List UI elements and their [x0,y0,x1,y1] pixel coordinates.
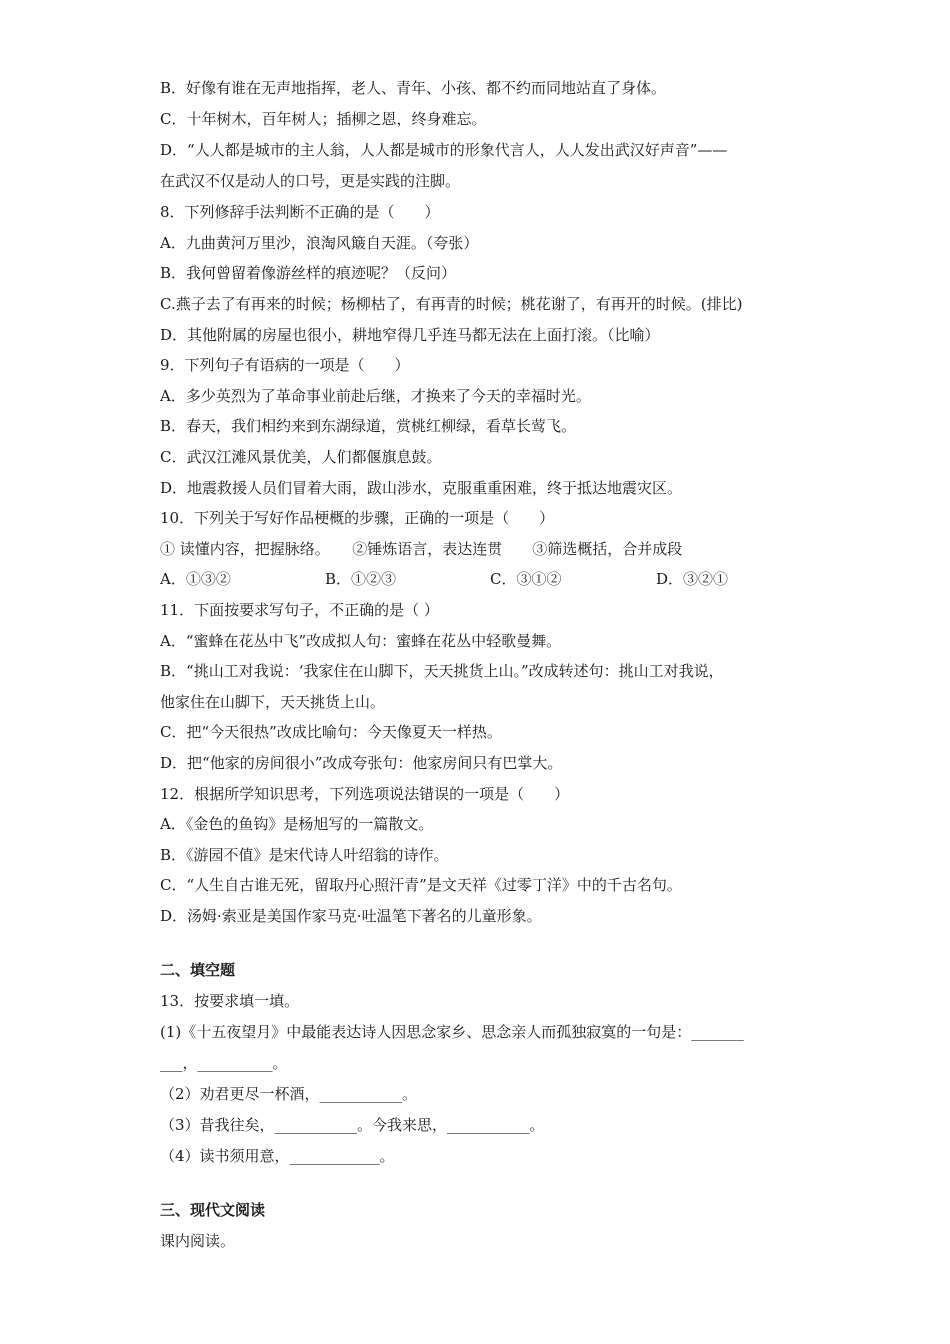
q10-steps: ① 读懂内容，把握脉络。 ②锤炼语言，表达连贯 ③筛选概括，合并成段 [160,540,683,558]
q12-option-a: A．《金色的鱼钩》是杨旭写的一篇散文。 [160,815,434,833]
q10-option-a: A．①③② [160,570,231,588]
q11-stem: 11．下面按要求写句子，不正确的是（ ） [160,601,439,619]
q12-option-c: C．“人生自古谁无死，留取丹心照汗青”是文天祥《过零丁洋》中的千古名句。 [160,876,682,894]
q11-option-d: D．把“他家的房间很小”改成夸张句：他家房间只有巴掌大。 [160,754,563,772]
q11-option-b-line1: B．“挑山工对我说：‘我家住在山脚下，天天挑货上山。”改成转述句：挑山工对我说， [160,662,724,680]
section3-heading: 三、现代文阅读 [160,1201,266,1219]
q11-option-b-line2: 他家住在山脚下，天天挑货上山。 [160,693,386,711]
q9-stem: 9．下列句子有语病的一项是（ ） [160,356,410,374]
q8-option-c: C.燕子去了有再来的时候；杨柳枯了，有再青的时候；桃花谢了，有再开的时候。(排比) [160,295,743,313]
q13-item1-line2: ___，__________。 [160,1054,288,1072]
q9-option-b: B．春天，我们相约来到东湖绿道，赏桃红柳绿，看草长莺飞。 [160,417,577,435]
q10-option-c: C．③①② [490,570,562,588]
section3-intro: 课内阅读。 [160,1232,236,1250]
q13-item1-line1: (1)《十五夜望月》中最能表达诗人因思念家乡、思念亲人而孤独寂寞的一句是：_______ [160,1023,744,1041]
q7-option-d-line2: 在武汉不仅是动人的口号，更是实践的注脚。 [160,172,461,190]
q7-option-b: B．好像有谁在无声地指挥，老人、青年、小孩、都不约而同地站直了身体。 [160,79,667,97]
q10-option-b: B．①②③ [325,570,397,588]
q9-option-c: C．武汉江滩风景优美，人们都偃旗息鼓。 [160,448,442,466]
q9-option-a: A．多少英烈为了革命事业前赴后继，才换来了今天的幸福时光。 [160,387,591,405]
q11-option-a: A．“蜜蜂在花丛中飞”改成拟人句：蜜蜂在花丛中轻歌曼舞。 [160,632,562,650]
q9-option-d: D．地震救援人员们冒着大雨，跋山涉水，克服重重困难，终于抵达地震灾区。 [160,479,683,497]
q10-stem: 10．下列关于写好作品梗概的步骤，正确的一项是（ ） [160,509,555,527]
q10-option-d: D．③②① [656,570,729,588]
q8-option-b: B．我何曾留着像游丝样的痕迹呢？（反问） [160,264,457,282]
q13-item2: （2）劝君更尽一杯酒，___________。 [160,1085,418,1103]
q7-option-c: C．十年树木，百年树人；插柳之恩，终身难忘。 [160,110,487,128]
q13-stem: 13．按要求填一填。 [160,992,300,1010]
section2-heading: 二、填空题 [160,961,236,979]
q11-option-c: C．把“今天很热”改成比喻句：今天像夏天一样热。 [160,723,502,741]
q12-option-b: B．《游园不值》是宋代诗人叶绍翁的诗作。 [160,846,449,864]
q12-stem: 12．根据所学知识思考，下列选项说法错误的一项是（ ） [160,785,570,803]
q13-item3: （3）昔我往矣，___________。今我来思，___________。 [160,1116,545,1134]
q8-option-a: A．九曲黄河万里沙，浪淘风簸自天涯。（夸张） [160,234,479,252]
q13-item4: （4）读书须用意，____________。 [160,1147,395,1165]
q8-stem: 8．下列修辞手法判断不正确的是（ ） [160,203,440,221]
q7-option-d-line1: D．“人人都是城市的主人翁，人人都是城市的形象代言人，人人发出武汉好声音”—— [160,141,728,159]
q12-option-d: D．汤姆·索亚是美国作家马克·吐温笔下著名的儿童形象。 [160,907,542,925]
q8-option-d: D．其他附属的房屋也很小，耕地窄得几乎连马都无法在上面打滚。（比喻） [160,326,660,344]
